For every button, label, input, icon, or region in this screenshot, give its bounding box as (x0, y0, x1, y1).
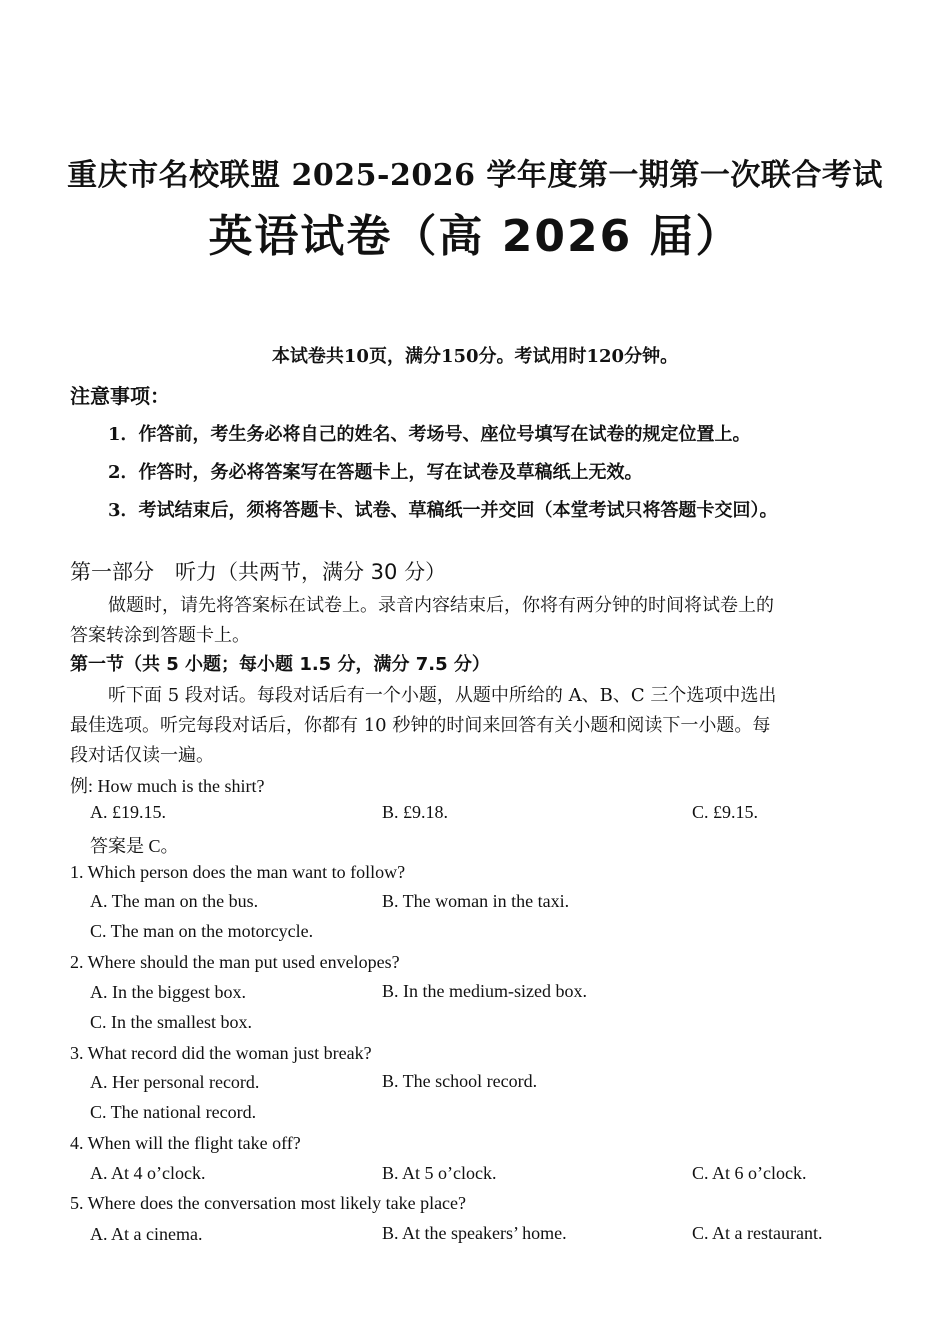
part1-title: 第一部分 听力（共两节，满分 30 分） (70, 560, 447, 584)
notice-heading: 注意事项： (70, 384, 170, 408)
example-option-b: B. £9.18. (382, 802, 449, 822)
question-3-option-c: C. The national record. (90, 1102, 257, 1122)
example-option-a: A. £19.15. (90, 802, 166, 822)
question-1-option-a: A. The man on the bus. (90, 891, 259, 911)
part1-intro-line2: 答案转涂到答题卡上。 (70, 625, 250, 646)
question-4: 4. When will the flight take off? (70, 1133, 301, 1153)
question-2-option-b: B. In the medium-sized box. (382, 981, 587, 1001)
question-3-option-a: A. Her personal record. (90, 1072, 260, 1092)
section1-title: 第一节（共 5 小题；每小题 1.5 分，满分 7.5 分） (70, 654, 490, 675)
notice-item-2: 2．作答时，务必将答案写在答题卡上，写在试卷及草稿纸上无效。 (108, 462, 643, 483)
notice-item-1: 1．作答前，考生务必将自己的姓名、考场号、座位号填写在试卷的规定位置上。 (108, 424, 751, 445)
question-2-option-a: A. In the biggest box. (90, 982, 246, 1002)
question-3-option-b: B. The school record. (382, 1071, 538, 1091)
notice-item-3: 3．考试结束后，须将答题卡、试卷、草稿纸一并交回（本堂考试只将答题卡交回）。 (108, 500, 778, 521)
question-4-option-b: B. At 5 o’clock. (382, 1163, 497, 1183)
question-1-option-b: B. The woman in the taxi. (382, 891, 570, 911)
question-4-option-a: A. At 4 o’clock. (90, 1163, 206, 1183)
exam-info: 本试卷共10页，满分150分。考试用时120分钟。 (271, 346, 679, 367)
question-2: 2. Where should the man put used envelopes? (70, 952, 400, 972)
example-answer: 答案是 C。 (90, 836, 179, 856)
question-5-option-c: C. At a restaurant. (692, 1223, 823, 1243)
example-option-c: C. £9.15. (692, 802, 759, 822)
question-3: 3. What record did the woman just break? (70, 1043, 372, 1063)
question-1: 1. Which person does the man want to follow? (70, 862, 406, 882)
question-2-option-c: C. In the smallest box. (90, 1012, 252, 1032)
section1-intro-line2: 最佳选项。听完每段对话后，你都有 10 秒钟的时间来回答有关小题和阅读下一小题。每 (70, 715, 771, 736)
part1-intro-line1: 做题时，请先将答案标在试卷上。录音内容结束后，你将有两分钟的时间将试卷上的 (108, 595, 774, 616)
question-5-option-a: A. At a cinema. (90, 1224, 203, 1244)
section1-intro-line3: 段对话仅读一遍。 (70, 745, 214, 766)
question-5-option-b: B. At the speakers’ home. (382, 1223, 567, 1243)
question-5: 5. Where does the conversation most likely take place? (70, 1193, 467, 1213)
exam-title-line1: 重庆市名校联盟 2025-2026 学年度第一期第一次联合考试 (67, 158, 883, 193)
question-4-option-c: C. At 6 o’clock. (692, 1163, 807, 1183)
example-question: 例: How much is the shirt? (70, 776, 265, 796)
exam-title-line2: 英语试卷（高 2026 届） (208, 211, 742, 262)
section1-intro-line1: 听下面 5 段对话。每段对话后有一个小题，从题中所给的 A、B、C 三个选项中选出 (108, 685, 777, 706)
question-1-option-c: C. The man on the motorcycle. (90, 921, 314, 941)
